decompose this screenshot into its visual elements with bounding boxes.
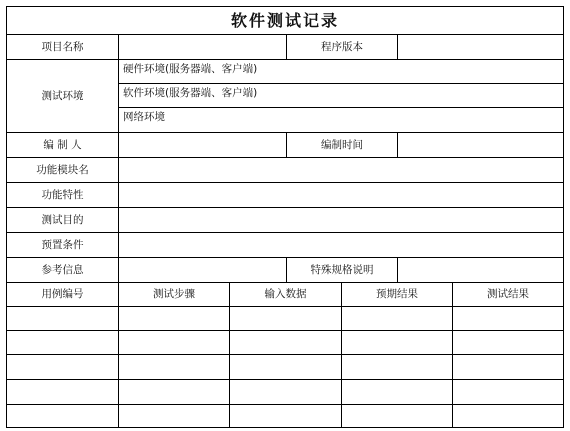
case-cell[interactable]	[342, 405, 452, 427]
form-title: 软件测试记录	[230, 10, 339, 30]
case-cell[interactable]	[119, 355, 229, 379]
precondition-label: 预置条件	[41, 238, 84, 251]
reference-value[interactable]	[119, 258, 286, 282]
case-cell[interactable]	[342, 331, 452, 354]
case-cell[interactable]	[453, 380, 563, 404]
feature-value[interactable]	[119, 183, 563, 207]
case-cell[interactable]	[342, 355, 452, 379]
module-name-label: 功能模块名	[36, 163, 89, 176]
case-cell[interactable]	[7, 355, 118, 379]
test-goal-label: 测试目的	[41, 213, 84, 226]
case-cell[interactable]	[7, 380, 118, 404]
special-spec-label: 特殊规格说明	[310, 263, 374, 276]
case-cell[interactable]	[453, 307, 563, 330]
compile-time-label: 编制时间	[321, 138, 363, 151]
test-record-form	[6, 6, 564, 428]
case-cell[interactable]	[119, 405, 229, 427]
test-goal-value[interactable]	[119, 208, 563, 232]
case-cell[interactable]	[230, 331, 341, 354]
case-cell[interactable]	[453, 355, 563, 379]
compile-time-value[interactable]	[398, 133, 563, 157]
program-version-value[interactable]	[398, 35, 563, 59]
input-data-header: 输入数据	[264, 288, 307, 301]
case-cell[interactable]	[342, 307, 452, 330]
project-name-value[interactable]	[119, 35, 286, 59]
test-steps-header: 测试步骤	[153, 288, 195, 301]
reference-label: 参考信息	[41, 263, 84, 276]
case-cell[interactable]	[119, 307, 229, 330]
test-env-label: 测试环境	[41, 89, 84, 102]
case-cell[interactable]	[453, 405, 563, 427]
module-name-value[interactable]	[119, 158, 563, 182]
feature-label: 功能特性	[41, 188, 84, 201]
case-cell[interactable]	[119, 331, 229, 354]
author-value[interactable]	[119, 133, 286, 157]
hardware-env-label: 硬件环境(服务器端、客户端)	[123, 62, 258, 75]
case-cell[interactable]	[230, 355, 341, 379]
case-cell[interactable]	[7, 405, 118, 427]
case-cell[interactable]	[7, 331, 118, 354]
case-cell[interactable]	[7, 307, 118, 330]
precondition-value[interactable]	[119, 233, 563, 257]
author-label: 编 制 人	[43, 138, 82, 151]
case-cell[interactable]	[230, 405, 341, 427]
case-id-header: 用例编号	[41, 288, 84, 301]
expected-result-header: 预期结果	[376, 288, 418, 301]
test-result-header: 测试结果	[487, 288, 529, 301]
software-env-label: 软件环境(服务器端、客户端)	[123, 86, 258, 99]
project-name-label: 项目名称	[41, 40, 84, 53]
case-cell[interactable]	[230, 307, 341, 330]
case-cell[interactable]	[119, 380, 229, 404]
case-cell[interactable]	[230, 380, 341, 404]
network-env-label: 网络环境	[123, 110, 165, 123]
case-cell[interactable]	[342, 380, 452, 404]
special-spec-value[interactable]	[398, 258, 563, 282]
case-cell[interactable]	[453, 331, 563, 354]
program-version-label: 程序版本	[321, 40, 363, 53]
